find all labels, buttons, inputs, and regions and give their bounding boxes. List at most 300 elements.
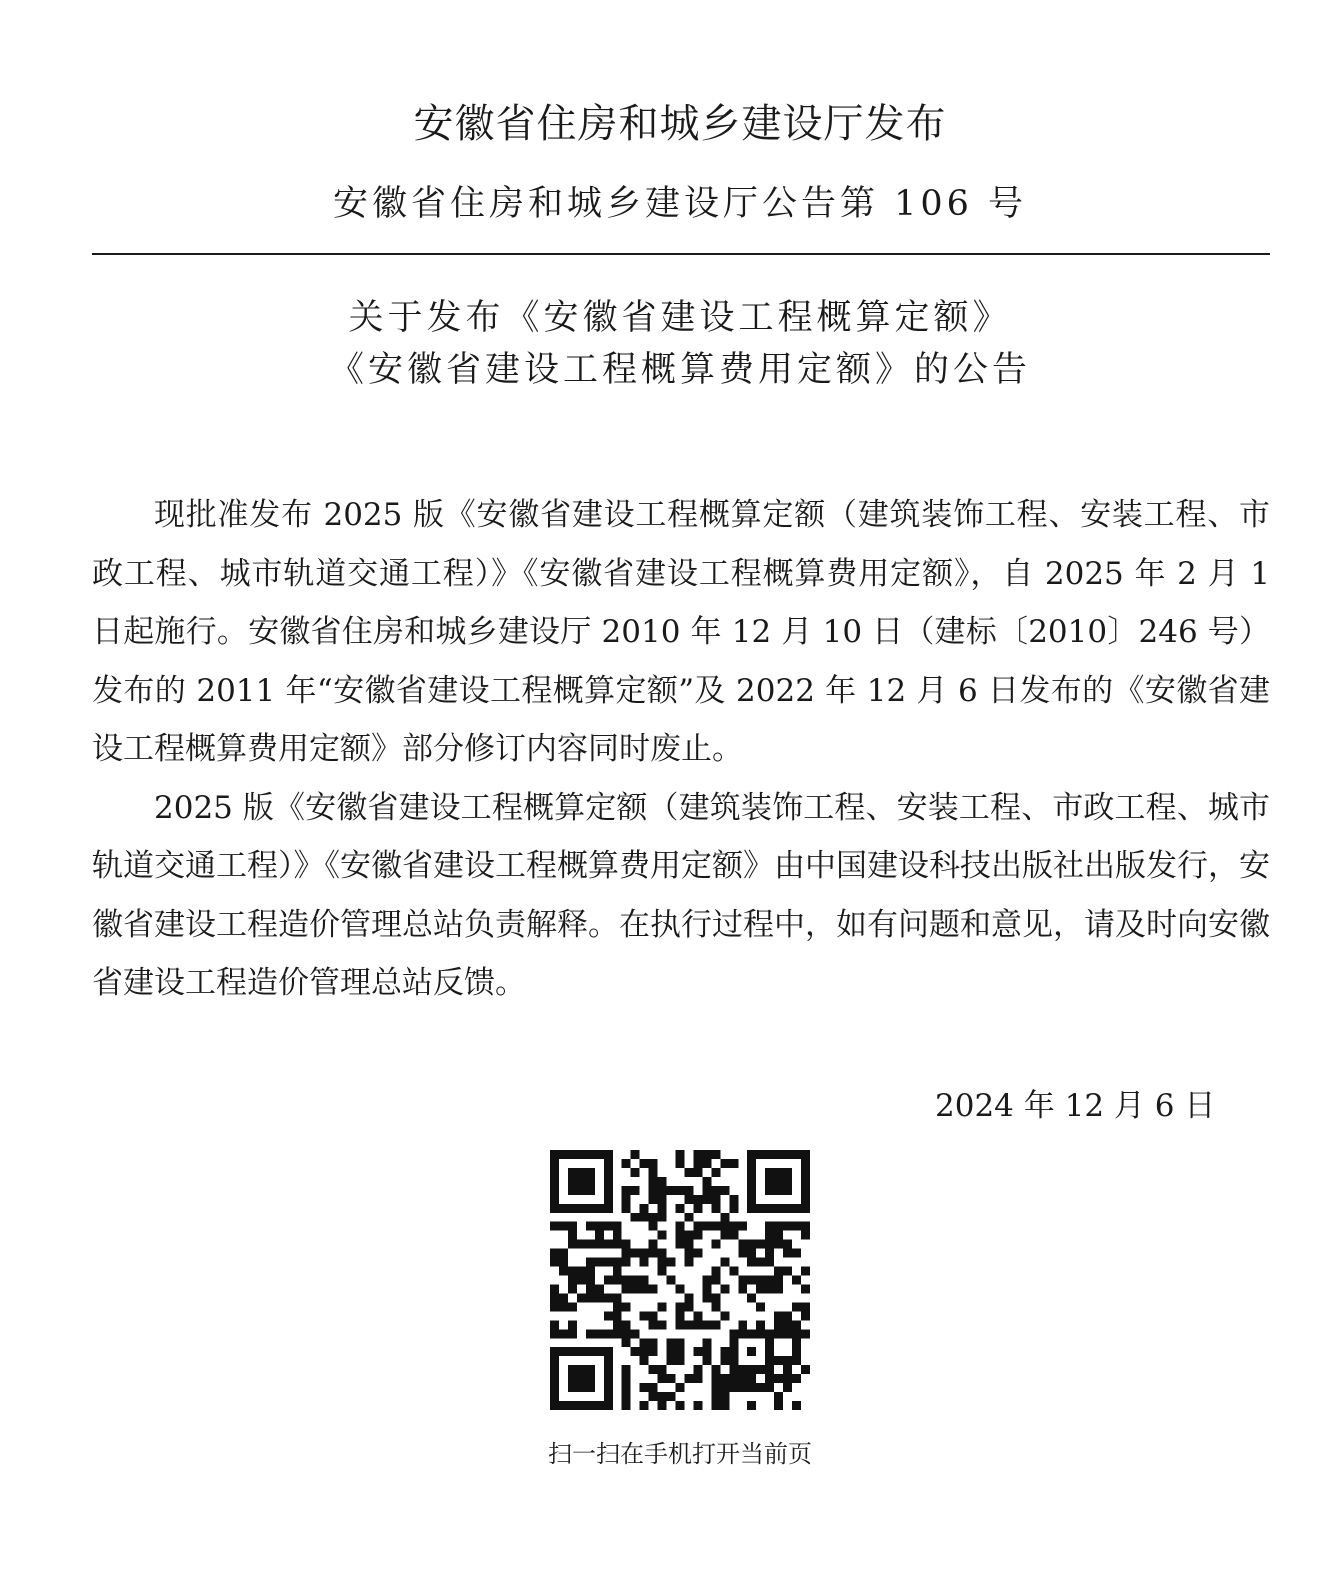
qr-module [586, 1177, 595, 1186]
qr-module [693, 1401, 702, 1410]
qr-module [774, 1240, 783, 1249]
qr-module [747, 1293, 756, 1302]
qr-module [729, 1383, 738, 1392]
qr-module [568, 1267, 577, 1276]
qr-module [658, 1365, 667, 1374]
qr-module [684, 1320, 693, 1329]
qr-module [676, 1320, 685, 1329]
qr-module [559, 1401, 568, 1410]
qr-module [729, 1195, 738, 1204]
qr-module [783, 1383, 792, 1392]
qr-module [765, 1329, 774, 1338]
qr-module [801, 1329, 810, 1338]
qr-module [604, 1159, 613, 1168]
qr-module [658, 1177, 667, 1186]
qr-module [658, 1267, 667, 1276]
qr-module [640, 1159, 649, 1168]
qr-module [622, 1159, 631, 1168]
qr-module [640, 1204, 649, 1213]
qr-module [595, 1231, 604, 1240]
qr-module [801, 1365, 810, 1374]
qr-module [774, 1356, 783, 1365]
qr-module [774, 1374, 783, 1383]
qr-module [586, 1365, 595, 1374]
qr-module [738, 1383, 747, 1392]
qr-module [702, 1186, 711, 1195]
qr-module [756, 1383, 765, 1392]
qr-module [613, 1276, 622, 1285]
qr-module [613, 1311, 622, 1320]
qr-module [702, 1150, 711, 1159]
qr-module [604, 1168, 613, 1177]
qr-module [559, 1258, 568, 1267]
qr-module [622, 1284, 631, 1293]
qr-module [622, 1383, 631, 1392]
qr-module [586, 1222, 595, 1231]
qr-module [747, 1401, 756, 1410]
qr-module [586, 1186, 595, 1195]
qr-module [747, 1159, 756, 1168]
qr-module [586, 1204, 595, 1213]
qr-module [783, 1186, 792, 1195]
qr-module [801, 1204, 810, 1213]
qr-module [577, 1186, 586, 1195]
qr-module [765, 1276, 774, 1285]
qr-module [738, 1276, 747, 1285]
qr-module [631, 1150, 640, 1159]
qr-module [792, 1276, 801, 1285]
qr-module [649, 1213, 658, 1222]
qr-module [622, 1195, 631, 1204]
qr-module [729, 1374, 738, 1383]
qr-module [801, 1177, 810, 1186]
qr-module [792, 1150, 801, 1159]
qr-module [550, 1302, 559, 1311]
qr-module [684, 1258, 693, 1267]
qr-module [604, 1374, 613, 1383]
qr-module [711, 1276, 720, 1285]
qr-module [631, 1168, 640, 1177]
qr-module [702, 1338, 711, 1347]
qr-module [774, 1177, 783, 1186]
qr-module [550, 1195, 559, 1204]
qr-module [765, 1168, 774, 1177]
qr-module [693, 1320, 702, 1329]
body-paragraph-1: 现批准发布 2025 版《安徽省建设工程概算定额（建筑装饰工程、安装工程、市政工程、城市轨道交通工程）》《安徽省建设工程概算费用定额》，自 2025 年 2 月 1 日起施行。安徽省住房和城乡建设厅 2010 年 12 月 10 日（建标〔2010〕246 号）发布的 2011 年“安徽省建设工程概算定额”及 2022 年 12 月 6 日发布的《安徽省建设工程概算费用定额》部分修订内容同时废止。 [92, 497, 1270, 767]
qr-module [783, 1240, 792, 1249]
qr-module [765, 1186, 774, 1195]
qr-module [676, 1302, 685, 1311]
issuer-heading: 安徽省住房和城乡建设厅发布 [413, 101, 947, 147]
qr-module [676, 1159, 685, 1168]
qr-module [783, 1374, 792, 1383]
qr-module [774, 1284, 783, 1293]
qr-module [586, 1168, 595, 1177]
qr-module [783, 1365, 792, 1374]
qr-module [649, 1159, 658, 1168]
qr-module [711, 1383, 720, 1392]
qr-module [613, 1222, 622, 1231]
qr-module [720, 1347, 729, 1356]
qr-module [783, 1168, 792, 1177]
qr-module [550, 1186, 559, 1195]
qr-module [550, 1329, 559, 1338]
qr-module [729, 1347, 738, 1356]
qr-module [577, 1276, 586, 1285]
qr-module [604, 1356, 613, 1365]
qr-module [756, 1204, 765, 1213]
qr-module [756, 1329, 765, 1338]
qr-module [801, 1222, 810, 1231]
qr-module [658, 1195, 667, 1204]
qr-module [684, 1249, 693, 1258]
qr-module [604, 1347, 613, 1356]
qr-module [550, 1320, 559, 1329]
qr-module [792, 1401, 801, 1410]
qr-module [559, 1150, 568, 1159]
qr-module [676, 1284, 685, 1293]
qr-module [649, 1168, 658, 1177]
qr-module [792, 1222, 801, 1231]
qr-module [613, 1267, 622, 1276]
qr-module [702, 1177, 711, 1186]
qr-module [649, 1284, 658, 1293]
qr-module [658, 1231, 667, 1240]
qr-module [667, 1374, 676, 1383]
qr-module [792, 1374, 801, 1383]
qr-code-icon[interactable] [550, 1150, 810, 1410]
qr-module [640, 1213, 649, 1222]
notice-title-line-1: 关于发布《安徽省建设工程概算定额》 [348, 298, 1012, 338]
qr-module [595, 1329, 604, 1338]
qr-module [702, 1293, 711, 1302]
qr-module [783, 1204, 792, 1213]
qr-module [595, 1150, 604, 1159]
qr-module [604, 1293, 613, 1302]
qr-module [586, 1401, 595, 1410]
qr-module [756, 1365, 765, 1374]
qr-module [550, 1258, 559, 1267]
qr-module [720, 1159, 729, 1168]
qr-module [702, 1347, 711, 1356]
qr-module [711, 1168, 720, 1177]
qr-module [604, 1311, 613, 1320]
qr-module [711, 1320, 720, 1329]
qr-module [550, 1204, 559, 1213]
qr-module [568, 1320, 577, 1329]
qr-module [792, 1249, 801, 1258]
qr-module [801, 1267, 810, 1276]
qr-module [667, 1338, 676, 1347]
qr-module [720, 1374, 729, 1383]
qr-module [783, 1150, 792, 1159]
qr-module [586, 1284, 595, 1293]
qr-module [586, 1258, 595, 1267]
qr-module [595, 1204, 604, 1213]
qr-module [774, 1329, 783, 1338]
qr-module [559, 1204, 568, 1213]
qr-module [586, 1240, 595, 1249]
qr-module [738, 1240, 747, 1249]
qr-module [792, 1302, 801, 1311]
qr-module [756, 1320, 765, 1329]
qr-module [783, 1222, 792, 1231]
qr-module [559, 1329, 568, 1338]
qr-module [577, 1240, 586, 1249]
qr-module [595, 1293, 604, 1302]
qr-module [711, 1293, 720, 1302]
qr-module [747, 1329, 756, 1338]
qr-module [765, 1240, 774, 1249]
qr-module [622, 1276, 631, 1285]
qr-module [774, 1311, 783, 1320]
qr-module [684, 1231, 693, 1240]
qr-module [595, 1347, 604, 1356]
qr-module [631, 1249, 640, 1258]
qr-module [622, 1401, 631, 1410]
qr-module [649, 1240, 658, 1249]
qr-module [568, 1204, 577, 1213]
qr-module [729, 1267, 738, 1276]
qr-module [568, 1177, 577, 1186]
qr-module [586, 1383, 595, 1392]
header-divider [92, 253, 1270, 255]
qr-module [711, 1240, 720, 1249]
qr-module [613, 1231, 622, 1240]
qr-module [765, 1204, 774, 1213]
qr-module [640, 1311, 649, 1320]
qr-module [765, 1231, 774, 1240]
qr-module [649, 1392, 658, 1401]
qr-module [729, 1338, 738, 1347]
qr-module [604, 1222, 613, 1231]
qr-module [774, 1401, 783, 1410]
qr-module [568, 1276, 577, 1285]
qr-module [550, 1365, 559, 1374]
qr-module [667, 1258, 676, 1267]
qr-module [577, 1267, 586, 1276]
qr-module [693, 1347, 702, 1356]
qr-module [676, 1338, 685, 1347]
qr-module [774, 1267, 783, 1276]
qr-module [693, 1150, 702, 1159]
qr-module [676, 1204, 685, 1213]
qr-module [577, 1168, 586, 1177]
qr-module [747, 1347, 756, 1356]
qr-module [711, 1186, 720, 1195]
qr-module [676, 1240, 685, 1249]
qr-module [783, 1267, 792, 1276]
qr-module [693, 1204, 702, 1213]
qr-module [622, 1258, 631, 1267]
issue-date: 2024 年 12 月 6 日 [935, 1088, 1216, 1124]
qr-module [729, 1329, 738, 1338]
qr-module [622, 1329, 631, 1338]
qr-module [765, 1284, 774, 1293]
qr-module [738, 1374, 747, 1383]
qr-module [559, 1293, 568, 1302]
qr-module [649, 1338, 658, 1347]
qr-module [765, 1150, 774, 1159]
qr-module [595, 1258, 604, 1267]
qr-module [747, 1240, 756, 1249]
qr-module [604, 1177, 613, 1186]
qr-module [649, 1347, 658, 1356]
qr-module [774, 1320, 783, 1329]
qr-module [720, 1186, 729, 1195]
qr-module [801, 1231, 810, 1240]
qr-module [801, 1302, 810, 1311]
qr-module [765, 1177, 774, 1186]
qr-module [667, 1276, 676, 1285]
qr-module [747, 1204, 756, 1213]
qr-module [720, 1383, 729, 1392]
qr-module [774, 1231, 783, 1240]
qr-module [720, 1392, 729, 1401]
qr-module [622, 1249, 631, 1258]
qr-module [747, 1168, 756, 1177]
qr-module [640, 1356, 649, 1365]
qr-module [568, 1222, 577, 1231]
qr-module [774, 1204, 783, 1213]
qr-module [604, 1365, 613, 1374]
qr-module [676, 1383, 685, 1392]
qr-module [649, 1195, 658, 1204]
qr-module [604, 1401, 613, 1410]
qr-module [684, 1302, 693, 1311]
qr-module [684, 1240, 693, 1249]
qr-module [676, 1186, 685, 1195]
body-paragraph-2: 2025 版《安徽省建设工程概算定额（建筑装饰工程、安装工程、市政工程、城市轨道交通工程）》《安徽省建设工程概算费用定额》由中国建设科技出版社出版发行，安徽省建设工程造价管理总站负责解释。在执行过程中，如有问题和意见，请及时向安徽省建设工程造价管理总站反馈。 [92, 789, 1270, 1001]
qr-module [684, 1293, 693, 1302]
qr-module [640, 1258, 649, 1267]
qr-module [702, 1356, 711, 1365]
qr-module [550, 1150, 559, 1159]
qr-module [586, 1150, 595, 1159]
qr-module [640, 1249, 649, 1258]
qr-module [568, 1168, 577, 1177]
qr-module [577, 1204, 586, 1213]
qr-module [667, 1392, 676, 1401]
qr-module [568, 1186, 577, 1195]
qr-module [676, 1222, 685, 1231]
qr-module [792, 1347, 801, 1356]
qr-module [702, 1222, 711, 1231]
qr-module [684, 1168, 693, 1177]
qr-module [550, 1168, 559, 1177]
qr-module [568, 1347, 577, 1356]
qr-module [604, 1276, 613, 1285]
qr-module [649, 1311, 658, 1320]
qr-module [720, 1284, 729, 1293]
qr-module [801, 1150, 810, 1159]
qr-module [568, 1231, 577, 1240]
qr-module [676, 1356, 685, 1365]
qr-module [640, 1347, 649, 1356]
qr-module [693, 1159, 702, 1168]
qr-module [577, 1177, 586, 1186]
qr-module [622, 1338, 631, 1347]
qr-module [622, 1365, 631, 1374]
qr-module [658, 1249, 667, 1258]
qr-module [738, 1320, 747, 1329]
qr-module [738, 1365, 747, 1374]
qr-module [747, 1195, 756, 1204]
qr-module [586, 1276, 595, 1285]
qr-module [622, 1392, 631, 1401]
qr-module [550, 1222, 559, 1231]
qr-module [729, 1204, 738, 1213]
qr-module [550, 1159, 559, 1168]
qr-module [595, 1401, 604, 1410]
qr-module [801, 1195, 810, 1204]
qr-module [577, 1150, 586, 1159]
qr-module [792, 1320, 801, 1329]
qr-module [801, 1159, 810, 1168]
qr-module [774, 1186, 783, 1195]
qr-module [604, 1383, 613, 1392]
qr-module [622, 1320, 631, 1329]
qr-module [720, 1356, 729, 1365]
qr-module [667, 1186, 676, 1195]
qr-module [747, 1150, 756, 1159]
qr-module [693, 1311, 702, 1320]
qr-module [640, 1276, 649, 1285]
qr-module [747, 1365, 756, 1374]
qr-module [568, 1383, 577, 1392]
qr-module [729, 1222, 738, 1231]
qr-module [711, 1401, 720, 1410]
qr-module [684, 1186, 693, 1195]
qr-module [658, 1320, 667, 1329]
qr-module [747, 1374, 756, 1383]
qr-module [738, 1222, 747, 1231]
qr-module [792, 1338, 801, 1347]
qr-module [738, 1329, 747, 1338]
qr-module [649, 1249, 658, 1258]
qr-module [783, 1356, 792, 1365]
qr-module [684, 1374, 693, 1383]
qr-module [765, 1222, 774, 1231]
qr-module [783, 1311, 792, 1320]
qr-module [738, 1249, 747, 1258]
qr-module [586, 1267, 595, 1276]
qr-module [577, 1401, 586, 1410]
qr-module [550, 1392, 559, 1401]
qr-module [658, 1186, 667, 1195]
notice-title-line-2: 《安徽省建设工程概算费用定额》的公告 [328, 350, 1031, 390]
qr-module [765, 1338, 774, 1347]
qr-module [676, 1347, 685, 1356]
qr-module [604, 1329, 613, 1338]
qr-module [559, 1249, 568, 1258]
qr-module [622, 1186, 631, 1195]
qr-module [783, 1177, 792, 1186]
qr-module [604, 1204, 613, 1213]
qr-module [577, 1374, 586, 1383]
qr-module [756, 1276, 765, 1285]
qr-module [720, 1311, 729, 1320]
qr-module [756, 1258, 765, 1267]
qr-module [783, 1329, 792, 1338]
qr-module [792, 1356, 801, 1365]
qr-module [693, 1374, 702, 1383]
qr-module [568, 1365, 577, 1374]
qr-module [631, 1347, 640, 1356]
qr-module [631, 1213, 640, 1222]
qr-module [568, 1150, 577, 1159]
qr-module [613, 1329, 622, 1338]
